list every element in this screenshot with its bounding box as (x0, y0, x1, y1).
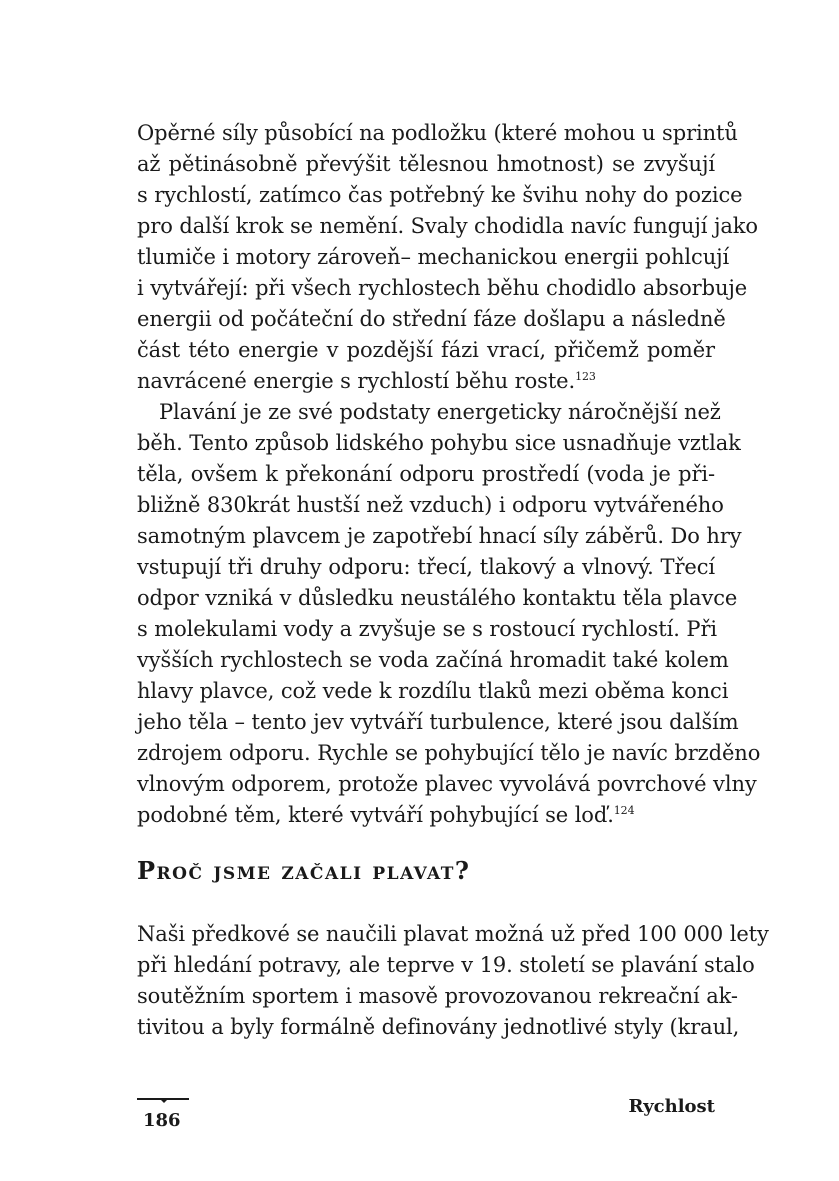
text-line (137, 800, 715, 830)
text-line-content: navrácené energie s rychlostí běhu roste. (137, 369, 576, 393)
text-line: zdrojem odporu. Rychle se pohybující tělo je navíc brzděno (137, 741, 761, 765)
text-line: i vytvářejí: při všech rychlostech běhu chodidlo absorbuje (137, 276, 748, 300)
text-line: jeho těla – tento jev vytváří turbulence, které jsou dalším (137, 710, 739, 734)
text-line: těla, ovšem k překonání odporu prostředí (voda je při- (137, 462, 715, 486)
footnote-marker: 124 (613, 804, 635, 817)
text-line: Opěrné síly působící na podložku (které mohou u sprintů (137, 121, 738, 145)
text-line: energii od počáteční do střední fáze došlapu a následně (137, 307, 726, 331)
footnote-marker: 123 (575, 370, 596, 383)
text-line (137, 366, 715, 396)
text-line: bližně 830krát hustší než vzduch) i odporu vytvářeného (137, 493, 724, 517)
text-line: pro další krok se nemění. Svaly chodidla navíc fungují jako (137, 214, 758, 238)
text-line: Naši předkové se naučili plavat možná už před 100 000 lety (137, 922, 769, 946)
section-heading: Proč jsme začali plavat? (137, 856, 471, 885)
text-line: vyšších rychlostech se voda začíná hromadit také kolem (137, 648, 729, 672)
text-line: vstupují tři druhy odporu: třecí, tlakový a vlnový. Třecí (137, 555, 715, 579)
text-line: tivitou a byly formálně definovány jednotlivé styly (kraul, (137, 1015, 740, 1039)
text-line: tlumiče i motory zároveň– mechanickou energii pohlcují (137, 245, 730, 269)
footer-rule-tick (159, 1098, 169, 1103)
text-line: až pětinásobně převýšit tělesnou hmotnost) se zvyšují (137, 152, 715, 176)
text-line: soutěžním sportem i masově provozovanou rekreační ak- (137, 984, 738, 1008)
text-line: vlnovým odporem, protože plavec vyvolává povrchové vlny (137, 772, 757, 796)
text-line-content: podobné těm, které vytváří pohybující se loď. (137, 803, 614, 827)
text-line: při hledání potravy, ale teprve v 19. století se plavání stalo (137, 953, 755, 977)
text-line: část této energie v pozdější fázi vrací, přičemž poměr (137, 338, 715, 362)
text-line: hlavy plavce, což vede k rozdílu tlaků mezi oběma konci (137, 679, 729, 703)
text-line: s molekulami vody a zvyšuje se s rostoucí rychlostí. Při (137, 617, 718, 641)
text-line: samotným plavcem je zapotřebí hnací síly záběrů. Do hry (137, 524, 742, 548)
running-head: Rychlost (628, 1096, 715, 1117)
text-line: odpor vzniká v důsledku neustálého kontaktu těla plavce (137, 586, 738, 610)
text-line: s rychlostí, zatímco čas potřebný ke švihu nohy do pozice (137, 183, 743, 207)
text-line: běh. Tento způsob lidského pohybu sice usnadňuje vztlak (137, 431, 741, 455)
page-number: 186 (143, 1110, 181, 1131)
text-line: Plavání je ze své podstaty energeticky náročnější než (159, 400, 721, 424)
